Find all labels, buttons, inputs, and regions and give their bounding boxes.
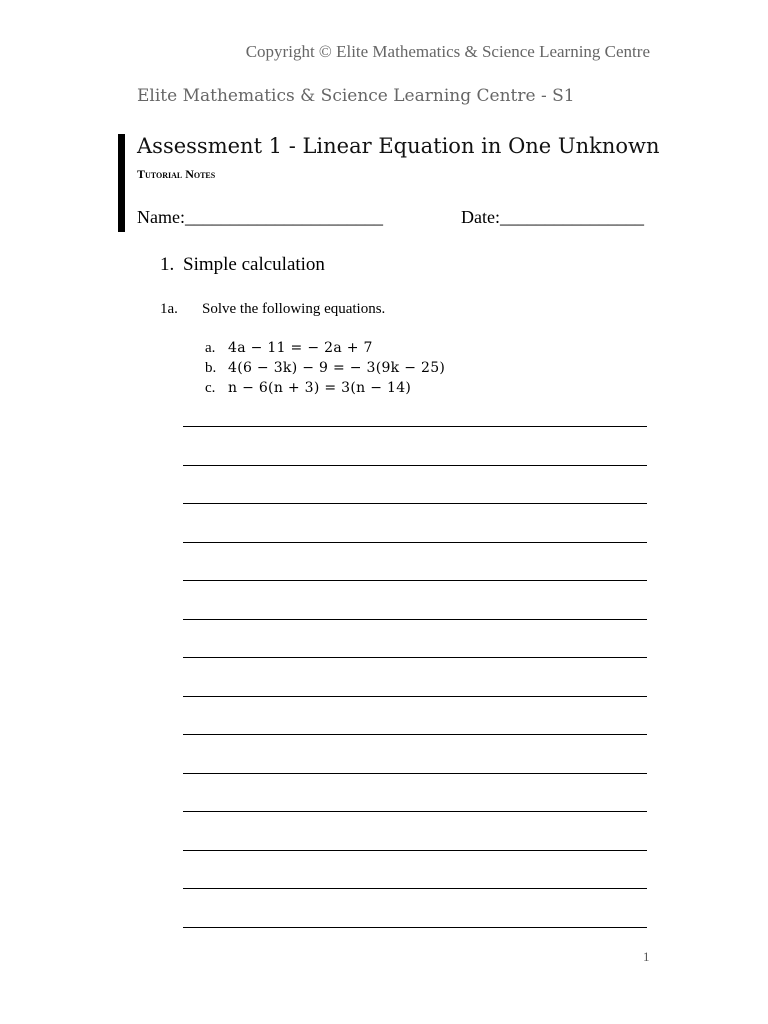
answer-line xyxy=(183,696,647,697)
section-heading xyxy=(160,254,325,276)
equation-label: c. xyxy=(205,380,216,396)
page-number: 1 xyxy=(643,949,650,964)
answer-line xyxy=(183,619,647,620)
name-field: Name:______________________ xyxy=(137,207,383,227)
answer-line xyxy=(183,773,647,774)
title-block xyxy=(118,134,658,232)
copyright-notice: Copyright © Elite Mathematics & Science Learning Centre xyxy=(245,42,650,61)
date-field: Date:________________ xyxy=(461,207,644,227)
section-title: Simple calculation xyxy=(183,254,325,275)
answer-line xyxy=(183,503,647,504)
equation-item xyxy=(205,338,445,358)
answer-line xyxy=(183,426,647,427)
answer-line xyxy=(183,850,647,851)
answer-line xyxy=(183,888,647,889)
centre-header: Elite Mathematics & Science Learning Centre - S1 xyxy=(137,86,575,106)
equation-label: a. xyxy=(205,340,216,356)
title-accent-bar xyxy=(118,134,125,232)
equation-text: 4(6 − 3k) − 9 = − 3(9k − 25) xyxy=(228,360,446,376)
page-subtitle: Tutorial Notes xyxy=(137,167,216,181)
question-1a xyxy=(160,301,385,318)
equation-item xyxy=(205,378,445,398)
answer-line xyxy=(183,465,647,466)
equation-text: n − 6(n + 3) = 3(n − 14) xyxy=(228,380,412,396)
answer-line xyxy=(183,811,647,812)
equation-item xyxy=(205,358,445,378)
answer-line xyxy=(183,542,647,543)
answer-line xyxy=(183,927,647,928)
equation-label: b. xyxy=(205,360,217,376)
question-prompt: Solve the following equations. xyxy=(202,301,386,317)
question-number: 1a. xyxy=(160,301,178,317)
answer-line xyxy=(183,734,647,735)
section-number: 1. xyxy=(160,254,175,275)
equation-text: 4a − 11 = − 2a + 7 xyxy=(228,340,373,356)
equation-list xyxy=(205,338,445,398)
answer-line xyxy=(183,657,647,658)
page-title: Assessment 1 - Linear Equation in One Unknown xyxy=(137,134,660,158)
answer-line xyxy=(183,580,647,581)
